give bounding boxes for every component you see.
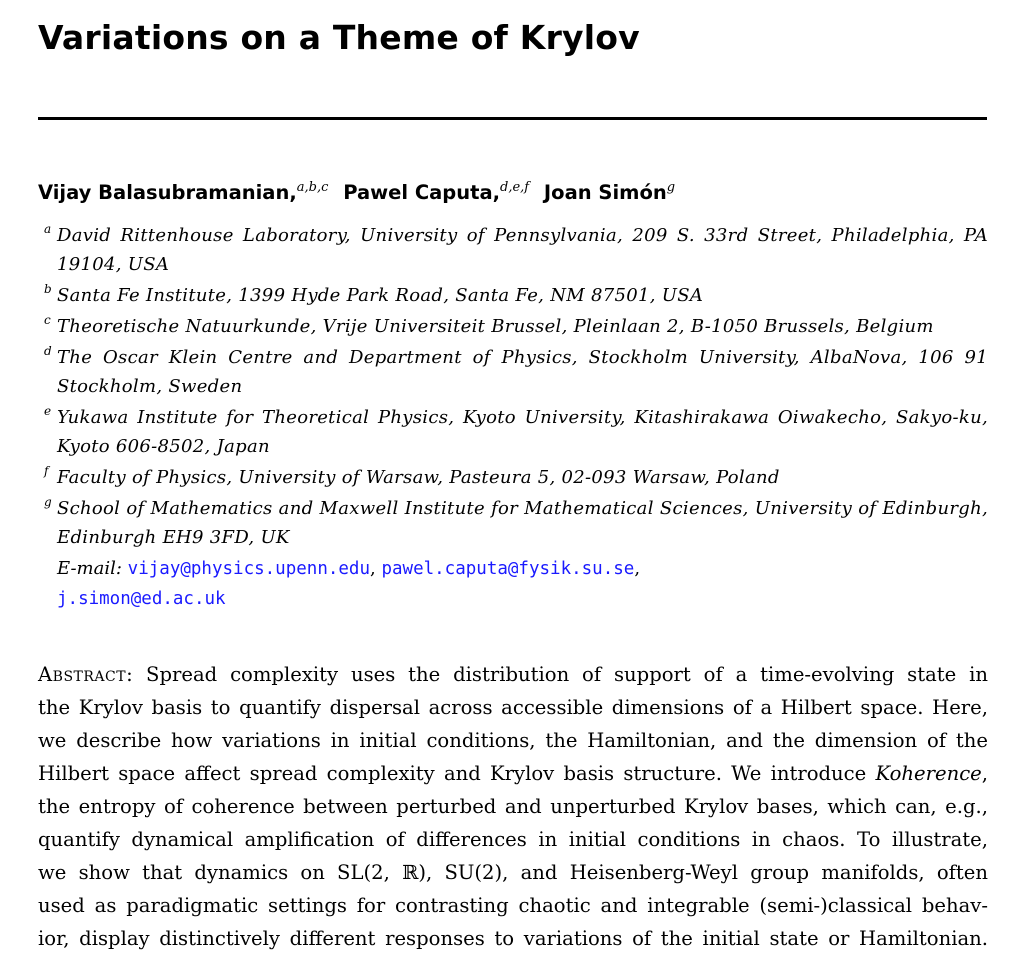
affiliation bbox=[44, 403, 988, 461]
author bbox=[343, 181, 529, 204]
abstract-line: the entropy of coherence between perturbed and unperturbed Krylov bases, which can, e.g., bbox=[38, 795, 988, 818]
abstract-line: we describe how variations in initial conditions, the Hamiltonian, and the dimension of the bbox=[38, 729, 988, 752]
affiliation-mark: c bbox=[44, 313, 52, 327]
affiliation-text: School of Mathematics and Maxwell Institute for Mathematical Sciences, University of Edinburgh, Edinburgh EH9 3FD, UK bbox=[57, 498, 988, 548]
author-name: Pawel Caputa, bbox=[343, 181, 501, 204]
author-name: Joan Simón bbox=[543, 181, 667, 204]
affiliation-mark: g bbox=[44, 495, 52, 509]
abstract-line: used as paradigmatic settings for contrasting chaotic and integrable (semi-)classical behav- bbox=[38, 894, 988, 917]
affiliation-mark: a bbox=[44, 222, 52, 236]
author-list bbox=[38, 178, 675, 208]
abstract-text: , bbox=[981, 762, 988, 785]
affiliation-text: Yukawa Institute for Theoretical Physics, Kyoto University, Kitashirakawa Oiwakecho, Sakyo-ku, Kyoto 606-8502, Japan bbox=[57, 407, 988, 457]
affiliation-mark: d bbox=[44, 344, 52, 358]
abstract-line: the Krylov basis to quantify dispersal across accessible dimensions of a Hilbert space. Here, bbox=[38, 696, 988, 719]
abstract-line: ior, display distinctively different responses to variations of the initial state or Hamiltonian. bbox=[38, 927, 988, 950]
affiliation-text: Faculty of Physics, University of Warsaw, Pasteura 5, 02-093 Warsaw, Poland bbox=[57, 467, 780, 488]
abstract-line: we show that dynamics on SL(2, ℝ), SU(2), and Heisenberg-Weyl group manifolds, often bbox=[38, 861, 988, 884]
affiliation bbox=[44, 281, 988, 310]
abstract-text: Spread complexity uses the distribution of support of a time-evolving state in bbox=[133, 663, 988, 686]
koherence-term: Koherence bbox=[875, 762, 982, 785]
author-name: Vijay Balasubramanian, bbox=[38, 181, 297, 204]
abstract-line bbox=[38, 757, 988, 790]
affiliation-mark: f bbox=[44, 464, 49, 478]
affiliation-marks: d,e,f bbox=[500, 180, 530, 195]
email-separator: , bbox=[370, 558, 376, 579]
email-block bbox=[44, 554, 988, 614]
affiliation bbox=[44, 312, 988, 341]
affiliation-text: Santa Fe Institute, 1399 Hyde Park Road, Santa Fe, NM 87501, USA bbox=[57, 285, 704, 306]
abstract-text: Hilbert space affect spread complexity and Krylov basis structure. We introduce bbox=[38, 762, 876, 785]
affiliation-text: Theoretische Natuurkunde, Vrije Universiteit Brussel, Pleinlaan 2, B-1050 Brussels, Belgium bbox=[57, 316, 934, 337]
affiliation bbox=[44, 494, 988, 552]
email-link-simon[interactable]: j.simon@ed.ac.uk bbox=[57, 589, 226, 609]
email-label: E-mail: bbox=[57, 558, 122, 579]
email-link-balasubramanian[interactable]: vijay@physics.upenn.edu bbox=[127, 559, 370, 579]
affiliation bbox=[44, 343, 988, 401]
affiliation-mark: b bbox=[44, 282, 52, 296]
abstract-line: quantify dynamical amplification of differences in initial conditions in chaos. To illustrate, bbox=[38, 828, 988, 851]
affiliation-mark: e bbox=[44, 404, 52, 418]
author bbox=[38, 181, 328, 204]
abstract-line bbox=[38, 658, 988, 691]
author bbox=[544, 181, 675, 204]
paper-title: Variations on a Theme of Krylov bbox=[38, 18, 640, 57]
affiliation-marks: a,b,c bbox=[296, 180, 329, 195]
abstract-heading: Abstract: bbox=[38, 663, 134, 686]
email-separator: , bbox=[634, 558, 641, 579]
affiliation-marks: g bbox=[666, 180, 676, 195]
affiliation-text: The Oscar Klein Centre and Department of Physics, Stockholm University, AlbaNova, 106 91 Stockholm, Sweden bbox=[57, 347, 988, 397]
title-rule bbox=[38, 117, 987, 120]
affiliation bbox=[44, 221, 988, 279]
affiliation-text: David Rittenhouse Laboratory, University of Pennsylvania, 209 S. 33rd Street, Philadelphia, PA 19104, USA bbox=[57, 225, 988, 275]
affiliation-list bbox=[44, 221, 988, 614]
abstract bbox=[38, 658, 988, 955]
email-link-caputa[interactable]: pawel.caputa@fysik.su.se bbox=[381, 559, 635, 579]
affiliation bbox=[44, 463, 988, 492]
